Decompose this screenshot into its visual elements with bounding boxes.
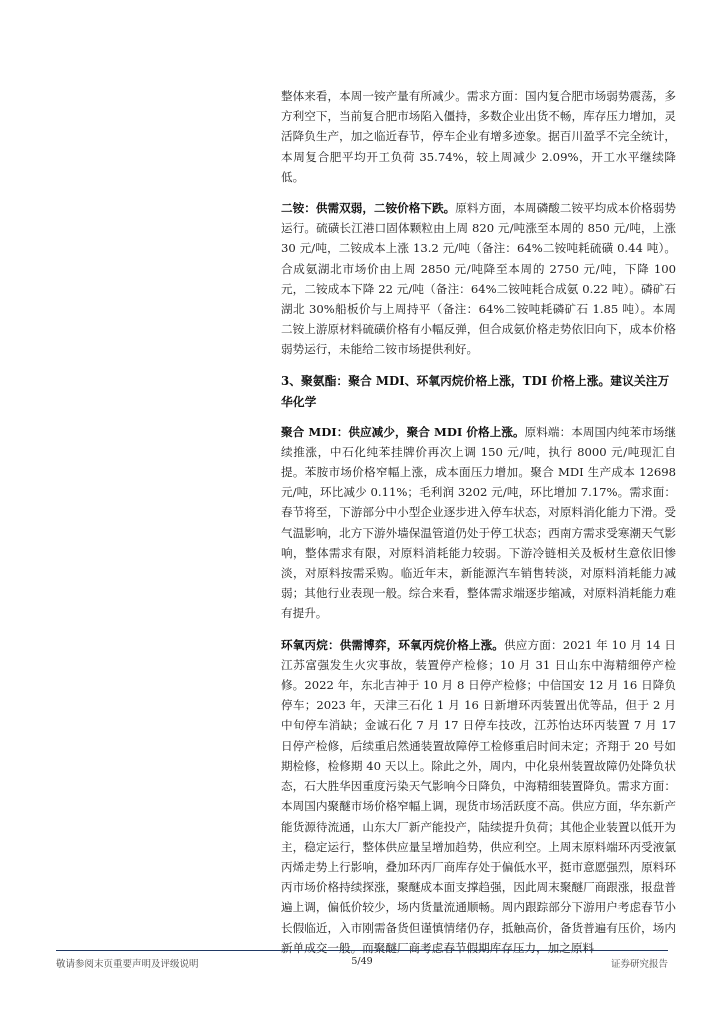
dap-lead: 二铵：供需双弱，二铵价格下跌。 bbox=[281, 201, 456, 216]
paragraph-compound-fertilizer: 整体来看，本周一铵产量有所减少。需求方面：国内复合肥市场弱势震荡，多方利空下，当前复合肥市场陷入僵持，多数企业出货不畅，库存压力增加，灵活降负生产，加之临近春节，停车企业有增多迹象。据百川盈孚不完全统计，本周复合肥平均开工负荷 35.74%，较上周减少 2.09%，开工水平继续降低。 bbox=[281, 89, 676, 184]
section-heading-polyurethane: 3、聚氨酯：聚合 MDI、环氧丙烷价格上涨，TDI 价格上涨。建议关注万华化学 bbox=[281, 373, 670, 409]
paragraph-polymeric-mdi bbox=[281, 422, 676, 624]
footer-disclaimer: 敬请参阅末页重要声明及评级说明 bbox=[56, 959, 199, 970]
footer-divider bbox=[56, 950, 668, 951]
report-body bbox=[281, 86, 676, 958]
po-lead: 环氧丙烷：供需博弈，环氧丙烷价格上涨。 bbox=[281, 637, 505, 652]
mdi-body: 原料端：本周国内纯苯市场继续推涨，中石化纯苯挂牌价再次上调 150 元/吨，执行 8000 元/吨现汇自提。苯胺市场价格窄幅上涨，成本面压力增加。聚合 MDI 生产成本 12698 元/吨，环比减少 0.11%；毛利润 3202 元/吨，环比增加 7.17%。需求面：春节将至，下游部分中小型企业逐步进入停车状态，对原料消化能力下滑。受气温影响，北方下游外墙保温管道仍处于停工状态；西南方需求受寒潮天气影响，整体需求有限，对原料消耗能力较弱。下游冷链相关及板材生意依旧惨淡，对原料按需采购。临近年末，新能源汽车销售转淡，对原料消耗能力减弱；其他行业表现一般。综合来看，整体需求端逐步缩减，对原料消耗能力难有提升。 bbox=[281, 424, 676, 621]
dap-body: 原料方面，本周磷酸二铵平均成本价格弱势运行。硫磺长江港口固体颗粒由上周 820 元/吨涨至本周的 850 元/吨，上涨 30 元/吨，二铵成本上涨 13.2 元/吨（备注：64%二铵吨耗硫磺 0.44 吨）。合成氨湖北市场价由上周 2850 元/吨降至本周的 2750 元/吨，下降 100 元，二铵成本下降 22 元/吨（备注：64%二铵吨耗合成氨 0.22 吨）。磷矿石湖北 30%船板价与上周持平（备注：64%二铵吨耗磷矿石 1.85 吨）。本周二铵上游原材料硫磺价格有小幅反弹，但合成氨价格走势依旧向下，成本价格弱势运行，未能给二铵市场提供利好。 bbox=[281, 201, 676, 357]
page-number: 5/49 bbox=[351, 956, 373, 967]
mdi-lead: 聚合 MDI：供应减少，聚合 MDI 价格上涨。 bbox=[281, 424, 525, 439]
paragraph-propylene-oxide bbox=[281, 635, 676, 958]
po-body: 供应方面：2021 年 10 月 14 日江苏富强发生火灾事故，装置停产检修；10 月 31 日山东中海精细停产检修。2022 年，东北吉神于 10 月 8 日停产检修；中信国安 12 月 16 日降负停车；2023 年，天津三石化 1 月 16 日新增环丙装置出优等品，但于 2 月中旬停车消缺；金诚石化 7 月 17 日停车技改，江苏怡达环丙装置 7 月 17 日停产检修，后续重启然通装置故障停工检修重启时间未定；齐翔于 20 号如期检修，检修期 40 天以上。除此之外，周内，中化泉州装置故障仍处降负状态，石大胜华因重度污染天气影响今日降负，中海精细装置降负。需求方面：本周国内聚醚市场价格窄幅上调，现货市场活跃度不高。供应方面，华东新产能货源待流通，山东大厂新产能投产，陆续提升负荷；其他企业装置以低开为主，稳定运行，整体供应量呈增加趋势，供应利空。上周末原料端环丙受液氯丙烯走势上行影响，叠加环丙厂商库存处于偏低水平，挺市意愿强烈，原料环丙市场价格持续探涨，聚醚成本面支撑趋强，因此周末聚醚厂商跟涨，报盘普遍上调，偏低价较少，场内货量流通顺畅。周内跟踪部分下游用户考虑春节小长假临近，入市刚需备货但谨慎情绪仍存，抵触高价，备货普遍有压价，场内新单成交一般。而聚醚厂商考虑春节假期库存压力，加之原料 bbox=[281, 637, 676, 955]
paragraph-dap bbox=[281, 198, 676, 360]
footer-report-type: 证券研究报告 bbox=[610, 959, 668, 970]
